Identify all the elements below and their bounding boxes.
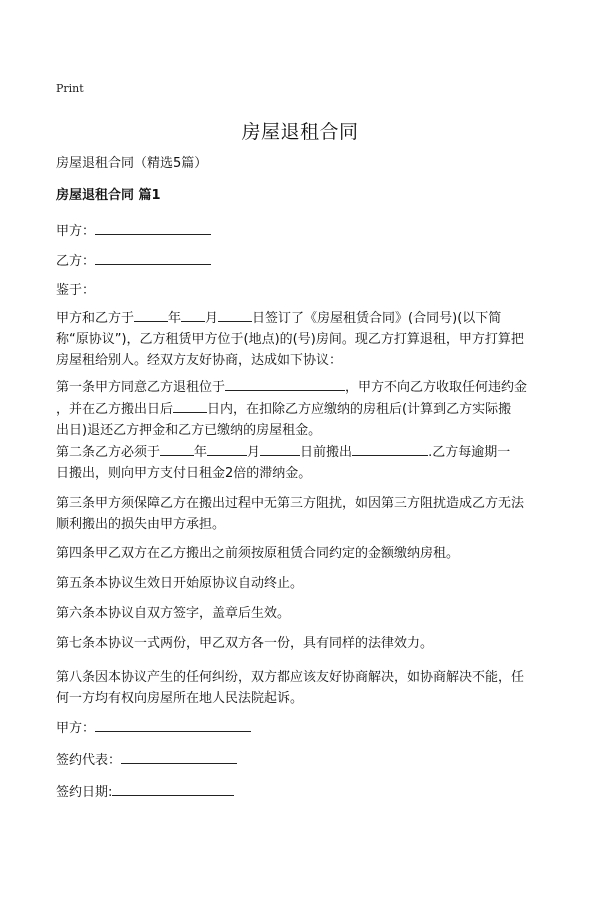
text: 第一条甲方同意乙方退租位于 bbox=[56, 380, 226, 395]
print-label: Print bbox=[56, 82, 84, 95]
text: 称“原协议”)，乙方租赁甲方位于(地点)的(号)房间。现乙方打算退租，甲方打算把 bbox=[56, 332, 524, 347]
article-4: 第四条甲乙双方在乙方搬出之前须按原租赁合同约定的金额缴纳房租。 bbox=[56, 546, 460, 561]
text: 顺利搬出的损失由甲方承担。 bbox=[56, 517, 226, 532]
article-5: 第五条本协议生效日开始原协议自动终止。 bbox=[56, 576, 304, 591]
article-3 bbox=[56, 493, 548, 535]
text: 出日)退还乙方押金和乙方已缴纳的房屋租金。 bbox=[56, 423, 322, 438]
text: 日签订了《房屋租赁合同》(合同号)(以下简 bbox=[252, 311, 502, 326]
month-blank bbox=[181, 307, 205, 322]
text: 甲方和乙方于 bbox=[56, 311, 135, 326]
sign-party-a-label: 甲方： bbox=[56, 721, 96, 736]
paragraph-intro bbox=[56, 307, 548, 371]
sign-rep-line bbox=[56, 749, 556, 770]
sign-party-a-line bbox=[56, 717, 556, 738]
party-a-line bbox=[56, 220, 556, 241]
article-2 bbox=[56, 441, 548, 484]
day-blank bbox=[260, 441, 300, 456]
article-1 bbox=[56, 376, 548, 441]
text: ，甲方不向乙方收取任何违约金 bbox=[345, 380, 528, 395]
article-8 bbox=[56, 667, 548, 709]
party-b-blank bbox=[95, 250, 211, 265]
text: ，并在乙方搬出日后 bbox=[56, 402, 174, 417]
text: 第二条乙方必须于 bbox=[56, 445, 161, 460]
text: 房屋租给别人。经双方友好协商，达成如下协议： bbox=[56, 353, 343, 368]
sign-date-line bbox=[56, 781, 556, 802]
party-a-label: 甲方： bbox=[56, 224, 96, 239]
whereas-label: 鉴于： bbox=[56, 283, 96, 298]
section-title: 房屋退租合同 篇1 bbox=[56, 188, 161, 203]
day-blank bbox=[218, 307, 252, 322]
sign-rep-label: 签约代表： bbox=[56, 753, 122, 768]
text: .乙方每逾期一 bbox=[428, 445, 511, 460]
month-blank bbox=[207, 441, 247, 456]
moveout-blank bbox=[352, 441, 428, 456]
sign-date-label: 签约日期: bbox=[56, 785, 113, 800]
article-7: 第七条本协议一式两份，甲乙双方各一份，具有同样的法律效力。 bbox=[56, 636, 434, 651]
text: 何一方均有权向房屋所在地人民法院起诉。 bbox=[56, 691, 304, 706]
article-6: 第六条本协议自双方签字，盖章后生效。 bbox=[56, 606, 291, 621]
year-blank bbox=[160, 441, 194, 456]
days-blank bbox=[173, 398, 207, 413]
sign-rep-blank bbox=[121, 749, 237, 764]
text: 日内，在扣除乙方应缴纳的房租后(计算到乙方实际搬 bbox=[207, 402, 512, 417]
page-title: 房屋退租合同 bbox=[241, 121, 359, 143]
subtitle: 房屋退租合同（精选5篇） bbox=[56, 156, 208, 171]
year-blank bbox=[134, 307, 168, 322]
text: 月 bbox=[205, 311, 219, 326]
location-blank bbox=[225, 376, 345, 391]
sign-party-a-blank bbox=[95, 717, 251, 732]
party-a-blank bbox=[95, 220, 211, 235]
text: 日搬出，则向甲方支付日租金2倍的滞纳金。 bbox=[56, 466, 312, 481]
text: 年 bbox=[168, 311, 182, 326]
sign-date-blank bbox=[112, 781, 234, 796]
text: 第三条甲方须保障乙方在搬出过程中无第三方阻扰，如因第三方阻扰造成乙方无法 bbox=[56, 496, 525, 511]
party-b-label: 乙方： bbox=[56, 254, 96, 269]
text: 第八条因本协议产生的任何纠纷，双方都应该友好协商解决，如协商解决不能，任 bbox=[56, 670, 525, 685]
text: 日前搬出 bbox=[300, 445, 353, 460]
text: 月 bbox=[247, 445, 261, 460]
text: 年 bbox=[194, 445, 208, 460]
party-b-line bbox=[56, 250, 556, 271]
